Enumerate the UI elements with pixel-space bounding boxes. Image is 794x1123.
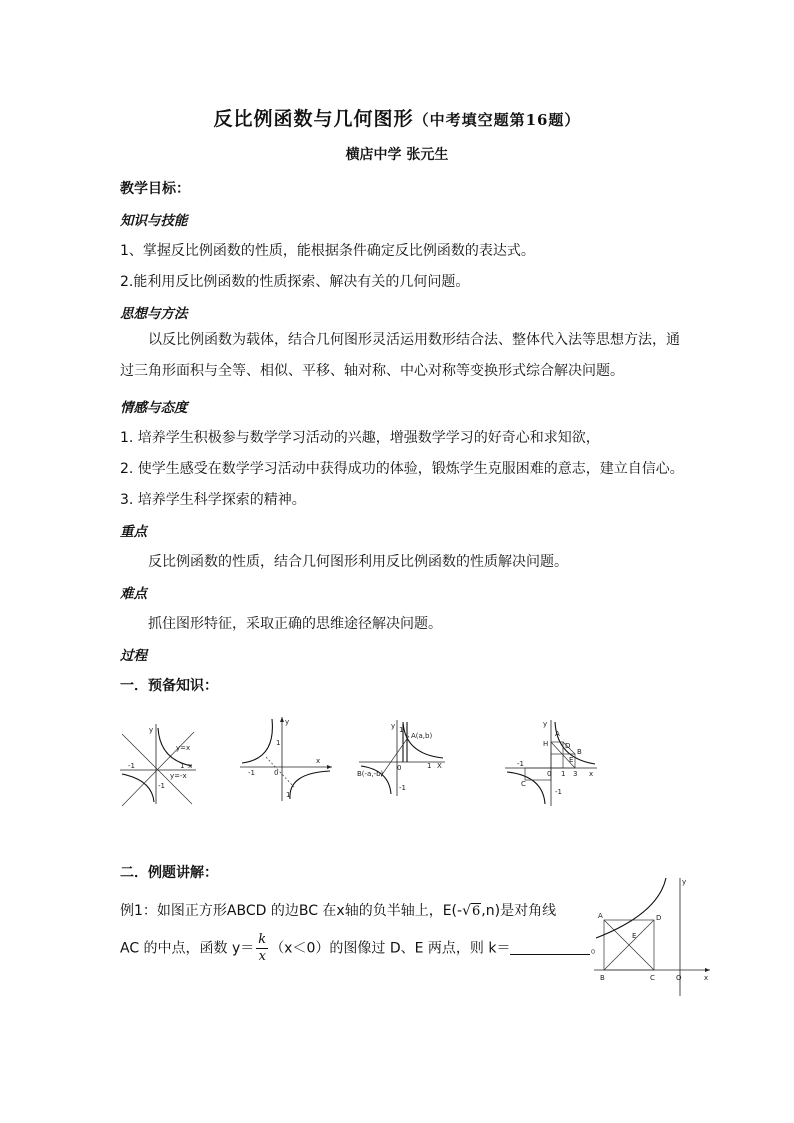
knowledge-heading: 知识与技能 xyxy=(120,213,188,229)
example-1-part3: AC 的中点，函数 y＝ xyxy=(120,940,255,957)
f4-label-11: C xyxy=(521,780,526,788)
goals-heading: 教学目标： xyxy=(120,181,190,197)
f4-label-3: D xyxy=(565,742,571,750)
f5-label-5: C xyxy=(650,974,655,982)
f4-label-9: x xyxy=(589,770,594,778)
sqrt-expression: √6 xyxy=(462,903,481,919)
f2-label-1: 1 xyxy=(276,739,281,747)
f3-label-5: 1 xyxy=(427,762,432,770)
prep-heading: 一．预备知识： xyxy=(120,678,218,694)
f1-label-4: x xyxy=(188,762,193,770)
example-1-part5: 。 xyxy=(590,940,605,957)
f4-label-2: H xyxy=(543,740,549,748)
f4-label-0: y xyxy=(543,720,548,728)
f5-label-0: y xyxy=(682,878,687,886)
figure-1-hyperbola-lines xyxy=(118,722,198,806)
f4-label-1: A xyxy=(555,730,560,738)
figure-4-hyperbola-rectangles xyxy=(503,718,599,808)
method-heading: 思想与方法 xyxy=(120,306,188,322)
attitude-heading: 情感与态度 xyxy=(120,400,188,416)
example-1-line-2 xyxy=(120,932,604,965)
knowledge-item-1: 1、掌握反比例函数的性质，能根据条件确定反比例函数的表达式。 xyxy=(120,243,535,259)
f5-label-7: x xyxy=(704,974,709,982)
sqrt-radicand: 6 xyxy=(472,904,481,919)
difficulty-heading: 难点 xyxy=(120,586,147,602)
f1-label-6: -1 xyxy=(158,782,165,790)
f4-label-6: 0 xyxy=(547,770,552,778)
example-1-part2: ,n)是对角线 xyxy=(481,903,557,919)
f5-label-1: D xyxy=(656,914,662,922)
f1-label-3: -1 xyxy=(128,762,135,770)
f1-label-0: y xyxy=(149,726,154,734)
f4-label-5: E xyxy=(569,756,574,764)
title-main: 反比例函数与几何图形 xyxy=(213,108,414,130)
f5-label-2: A xyxy=(598,912,603,920)
figure-5-square-hyperbola xyxy=(592,874,712,998)
f3-label-3: B(-a,-b) xyxy=(357,770,384,778)
title-sub: （中考填空题第16题） xyxy=(413,111,581,129)
figure-2-hyperbola xyxy=(238,715,334,803)
document-title xyxy=(0,104,794,131)
knowledge-item-2: 2.能利用反比例函数的性质探索、解决有关的几何问题。 xyxy=(120,274,470,290)
figure-3-hyperbola-symmetry xyxy=(357,718,447,798)
f3-label-2: A(a,b) xyxy=(411,732,433,740)
example-1-part4: （x＜0）的图像过 D、E 两点，则 k＝ xyxy=(270,940,511,957)
f4-label-7: 1 xyxy=(561,770,566,778)
f2-label-5: 1 xyxy=(286,791,291,799)
f3-label-7: -1 xyxy=(399,784,406,792)
f2-label-4: x xyxy=(316,757,321,765)
f5-label-4: B xyxy=(600,974,605,982)
fraction-k-over-x xyxy=(256,932,268,965)
key-heading: 重点 xyxy=(120,524,147,540)
attitude-item-3: 3. 培养学生科学探索的精神。 xyxy=(120,492,306,508)
f1-label-2: 1 xyxy=(180,762,185,770)
f4-label-10: -1 xyxy=(517,760,524,768)
f3-label-6: X xyxy=(437,762,442,770)
f3-label-0: y xyxy=(391,722,396,730)
attitude-item-2: 2. 使学生感受在数学学习活动中获得成功的体验，锻炼学生克服困难的意志，建立自信心。 xyxy=(120,461,684,477)
f5-label-6: O xyxy=(676,974,682,982)
f1-label-1: y=x xyxy=(176,744,191,752)
f4-label-8: 3 xyxy=(573,770,578,778)
f2-label-3: 0 xyxy=(274,769,279,777)
difficulty-text: 抓住图形特征，采取正确的思维途径解决问题。 xyxy=(148,616,442,632)
example-1-part1: 例1：如图正方形ABCD 的边BC 在x轴的负半轴上，E(- xyxy=(120,903,463,919)
f3-label-1: 1 xyxy=(399,726,404,734)
process-heading: 过程 xyxy=(120,648,147,664)
attitude-item-1: 1. 培养学生积极参与数学学习活动的兴趣，增强数学学习的好奇心和求知欲， xyxy=(120,430,600,446)
f2-label-2: -1 xyxy=(248,769,255,777)
method-text: 以反比例函数为载体，结合几何图形灵活运用数形结合法、整体代入法等思想方法，通过三角形面积与全等、相似、平移、轴对称、中心对称等变换形式综合解决问题。 xyxy=(120,332,680,379)
f4-label-12: -1 xyxy=(555,788,562,796)
key-text: 反比例函数的性质，结合几何图形利用反比例函数的性质解决问题。 xyxy=(148,554,568,570)
f5-label-3: E xyxy=(632,932,637,940)
example-1-line-1 xyxy=(120,900,556,920)
author-line: 横店中学 张元生 xyxy=(345,147,449,163)
answer-blank[interactable] xyxy=(510,942,590,955)
example-heading: 二．例题讲解： xyxy=(120,865,218,881)
fraction-denominator: x xyxy=(258,949,266,964)
fraction-numerator: k xyxy=(258,932,267,947)
f3-label-4: 0 xyxy=(397,764,402,772)
f4-label-4: B xyxy=(577,748,582,756)
f2-label-0: y xyxy=(285,718,290,726)
f1-label-5: y=-x xyxy=(170,772,187,780)
